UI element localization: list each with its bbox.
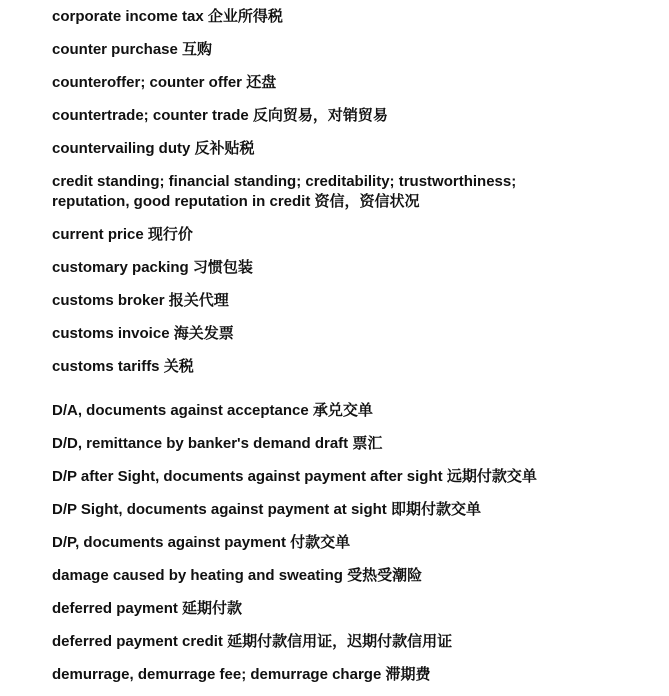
translation-chinese: 资信，资信状况: [314, 193, 420, 210]
translation-chinese: 票汇: [352, 435, 383, 452]
translation-chinese: 报关代理: [168, 292, 229, 309]
glossary-entry: [52, 467, 597, 487]
glossary-entry: [52, 40, 597, 60]
translation-chinese: 延期付款信用证，迟期付款信用证: [227, 633, 453, 650]
translation-chinese: 习惯包装: [192, 259, 253, 276]
term-english: D/A, documents against acceptance: [52, 402, 309, 419]
glossary-entry: [52, 73, 597, 93]
glossary-entry: [52, 139, 597, 159]
translation-chinese: 反补贴税: [194, 140, 255, 157]
glossary-entry: [52, 533, 597, 553]
translation-chinese: 海关发票: [173, 325, 234, 342]
term-english: D/P after Sight, documents against payment after sight: [52, 468, 443, 485]
term-english: counteroffer; counter offer: [52, 74, 243, 91]
translation-chinese: 延期付款: [182, 600, 243, 617]
term-english: countertrade; counter trade: [52, 107, 249, 124]
glossary-entry: [52, 324, 597, 344]
term-english: D/P Sight, documents against payment at sight: [52, 501, 387, 518]
glossary-entry: [52, 500, 597, 520]
term-english: countervailing duty: [52, 140, 191, 157]
term-english: customary packing: [52, 259, 189, 276]
glossary-entry: [52, 7, 597, 27]
translation-chinese: 关税: [163, 358, 194, 375]
glossary-section: [52, 7, 609, 377]
glossary-entry: [52, 106, 597, 126]
term-english: damage caused by heating and sweating: [52, 567, 343, 584]
term-english: D/D, remittance by banker's demand draft: [52, 435, 349, 452]
term-english: deferred payment: [52, 600, 178, 617]
translation-chinese: 即期付款交单: [390, 501, 481, 518]
translation-chinese: 承兑交单: [312, 402, 373, 419]
translation-chinese: 互购: [182, 41, 213, 58]
glossary-entry: [52, 172, 597, 212]
term-english: customs tariffs: [52, 358, 160, 375]
translation-chinese: 远期付款交单: [446, 468, 537, 485]
glossary-entry: [52, 566, 597, 586]
glossary-entry: [52, 258, 597, 278]
translation-chinese: 现行价: [147, 226, 193, 243]
translation-chinese: 受热受潮险: [347, 567, 423, 584]
term-english: customs broker: [52, 292, 165, 309]
glossary-entry: [52, 665, 597, 685]
translation-chinese: 滞期费: [385, 666, 431, 683]
term-english: customs invoice: [52, 325, 170, 342]
glossary-entry: [52, 357, 597, 377]
translation-chinese: 还盘: [246, 74, 277, 91]
glossary-section: [52, 401, 609, 685]
glossary-entry: [52, 291, 597, 311]
translation-chinese: 付款交单: [290, 534, 351, 551]
term-english: current price: [52, 226, 144, 243]
translation-chinese: 企业所得税: [207, 8, 283, 25]
glossary-entry: [52, 434, 597, 454]
term-english: credit standing; financial standing; creditability; trustworthiness; reputation, good reputation in credit: [52, 173, 517, 210]
translation-chinese: 反向贸易，对销贸易: [252, 107, 388, 124]
glossary-entry: [52, 632, 597, 652]
term-english: corporate income tax: [52, 8, 204, 25]
term-english: deferred payment credit: [52, 633, 223, 650]
glossary-entry: [52, 599, 597, 619]
glossary-entry: [52, 401, 597, 421]
glossary: [52, 7, 609, 685]
term-english: demurrage, demurrage fee; demurrage charge: [52, 666, 382, 683]
term-english: D/P, documents against payment: [52, 534, 286, 551]
term-english: counter purchase: [52, 41, 178, 58]
glossary-entry: [52, 225, 597, 245]
